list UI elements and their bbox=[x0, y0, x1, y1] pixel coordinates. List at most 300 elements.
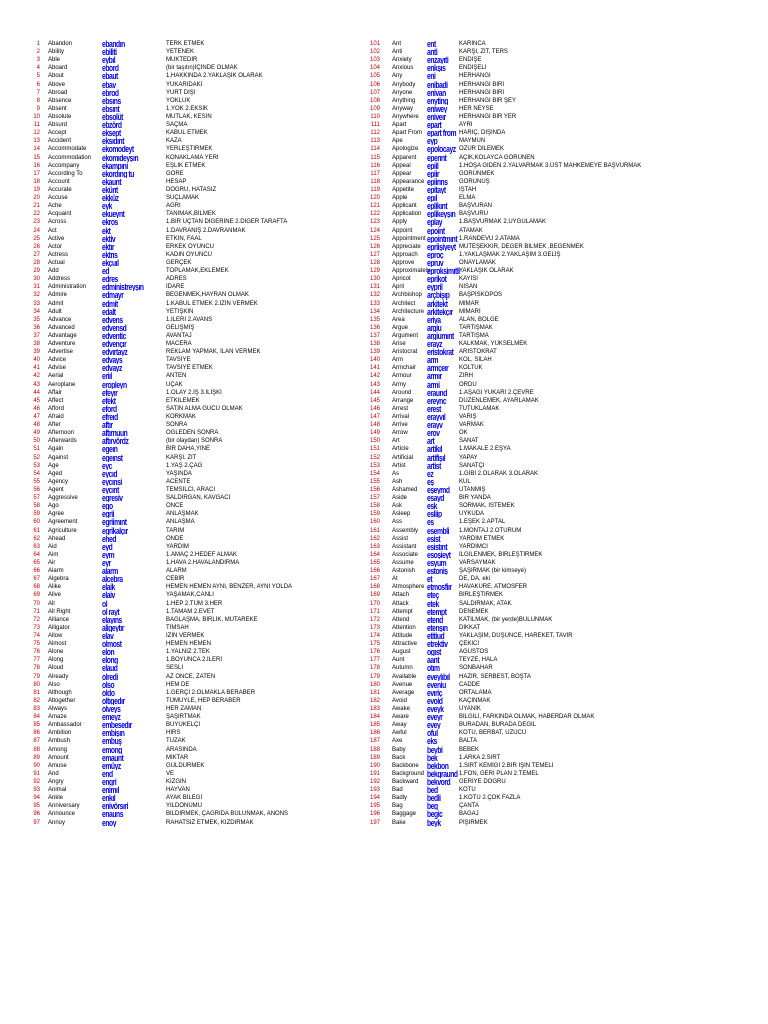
entry-number: 84 bbox=[33, 714, 40, 721]
word-row bbox=[20, 819, 356, 827]
turkish-meaning: YETENEK bbox=[166, 49, 195, 56]
turkish-meaning: YARDIMCI bbox=[459, 543, 488, 550]
pronunciation: bedli bbox=[427, 794, 441, 803]
entry-number: 120 bbox=[369, 195, 380, 202]
pronunciation: ektır bbox=[102, 242, 115, 251]
pronunciation: efekt bbox=[102, 396, 116, 405]
turkish-meaning: YUKARIDAKİ bbox=[166, 81, 203, 88]
entry-number: 166 bbox=[369, 568, 380, 575]
entry-number: 133 bbox=[369, 300, 380, 307]
turkish-meaning: ETKİLEMEK bbox=[166, 397, 200, 404]
pronunciation: egresiv bbox=[102, 494, 123, 503]
pronunciation: eyr bbox=[102, 559, 111, 568]
english-word: Above bbox=[48, 81, 66, 88]
pronunciation: esoşieyt bbox=[427, 550, 451, 559]
english-word: Across bbox=[48, 219, 67, 226]
word-row bbox=[357, 689, 757, 697]
pronunciation: aftır bbox=[102, 421, 113, 430]
english-word: Aerial bbox=[48, 373, 64, 380]
english-word: Argue bbox=[392, 324, 409, 331]
pronunciation: eristokrat bbox=[427, 348, 454, 357]
entry-number: 171 bbox=[369, 608, 380, 615]
turkish-meaning: HEMEN HEMEN AYNI, BENZER, AYNI YOLDA bbox=[166, 584, 293, 591]
pronunciation: engri bbox=[102, 777, 117, 787]
turkish-meaning: 1.GİBİ 2.OLARAK 3.OLARAK bbox=[459, 470, 539, 477]
turkish-meaning: SONBAHAR bbox=[459, 665, 493, 672]
pronunciation: edvençır bbox=[102, 340, 127, 349]
pronunciation: edventic bbox=[102, 331, 126, 341]
english-word: Backward bbox=[392, 778, 419, 785]
word-row bbox=[20, 81, 356, 89]
turkish-meaning: HIRS bbox=[166, 730, 181, 737]
entry-number: 13 bbox=[33, 138, 40, 145]
english-word: And bbox=[48, 770, 59, 777]
entry-number: 51 bbox=[33, 446, 40, 453]
pronunciation: etek bbox=[427, 599, 439, 608]
turkish-meaning: SATIN ALMA GÜCÜ OLMAK bbox=[166, 405, 243, 412]
entry-number: 91 bbox=[33, 770, 40, 777]
word-row bbox=[20, 762, 356, 770]
turkish-meaning: AÇIK,KOLAYCA GÖRÜNEN bbox=[459, 154, 535, 161]
english-word: Avoid bbox=[392, 697, 407, 704]
turkish-meaning: OK bbox=[459, 430, 468, 437]
word-row bbox=[20, 600, 356, 608]
pronunciation: otım bbox=[427, 664, 440, 673]
word-row bbox=[357, 559, 757, 567]
entry-number: 117 bbox=[370, 170, 380, 177]
entry-number: 144 bbox=[369, 389, 380, 396]
word-row bbox=[20, 121, 356, 129]
pronunciation: eybıl bbox=[102, 56, 116, 65]
entry-number: 158 bbox=[369, 503, 380, 510]
pronunciation: eniveır bbox=[427, 112, 446, 122]
entry-number: 160 bbox=[369, 519, 380, 526]
entry-number: 37 bbox=[33, 332, 40, 339]
word-row bbox=[20, 308, 356, 316]
turkish-meaning: HAYVAN bbox=[166, 787, 190, 794]
pronunciation: ol bbox=[102, 599, 108, 608]
entry-number: 2 bbox=[36, 49, 40, 56]
word-row bbox=[357, 89, 757, 97]
turkish-meaning: AYAK BİLEĞİ bbox=[166, 795, 203, 802]
english-word: Accommodate bbox=[48, 146, 87, 153]
entry-number: 107 bbox=[369, 89, 380, 96]
entry-number: 196 bbox=[369, 811, 380, 818]
pronunciation: epriişiyeyt bbox=[427, 242, 456, 251]
pronunciation: eycınsi bbox=[102, 477, 122, 487]
english-word: Along bbox=[48, 657, 64, 664]
pronunciation: ego bbox=[102, 502, 113, 511]
entry-number: 42 bbox=[33, 373, 40, 380]
english-word: Appeal bbox=[392, 162, 411, 169]
english-word: Ago bbox=[48, 503, 59, 510]
word-row bbox=[357, 543, 757, 551]
pronunciation: eproksimıtli bbox=[427, 267, 460, 276]
pronunciation: epointmınt bbox=[427, 234, 458, 243]
pronunciation: epruv bbox=[427, 258, 444, 268]
pronunciation: eropleyn bbox=[102, 380, 127, 389]
pronunciation: eypril bbox=[427, 283, 443, 292]
turkish-meaning: GELİŞMİŞ bbox=[166, 324, 195, 331]
pronunciation: evoid bbox=[427, 696, 443, 705]
turkish-meaning: 1.YOK 2.EKSİK bbox=[166, 105, 209, 112]
english-word: Attack bbox=[392, 600, 409, 607]
entry-number: 157 bbox=[369, 495, 380, 502]
turkish-meaning: 1.FON, GERİ PLAN 2.TEMEL bbox=[459, 770, 539, 777]
english-word: Advice bbox=[48, 357, 67, 364]
english-word: Bake bbox=[392, 819, 406, 826]
pronunciation: elaik bbox=[102, 583, 115, 592]
entry-number: 185 bbox=[369, 722, 380, 729]
word-row bbox=[20, 40, 356, 48]
english-word: Aristocrat bbox=[392, 349, 418, 356]
pronunciation: eyd bbox=[102, 542, 113, 551]
turkish-meaning: TEYZE, HALA bbox=[459, 657, 498, 664]
word-row bbox=[20, 778, 356, 786]
turkish-meaning: ALARM bbox=[166, 568, 187, 575]
entry-number: 43 bbox=[33, 381, 40, 388]
word-row bbox=[357, 794, 757, 802]
entry-number: 102 bbox=[369, 49, 380, 56]
entry-number: 23 bbox=[33, 219, 40, 226]
entry-number: 151 bbox=[369, 446, 380, 453]
word-row bbox=[20, 624, 356, 632]
english-word: Accompany bbox=[48, 162, 80, 169]
turkish-meaning: TARIM bbox=[166, 527, 185, 534]
english-word: Advantage bbox=[48, 332, 77, 339]
entry-number: 95 bbox=[33, 803, 40, 810]
entry-number: 118 bbox=[370, 178, 380, 185]
turkish-meaning: İZİN VERMEK bbox=[166, 632, 205, 639]
word-row bbox=[20, 445, 356, 453]
turkish-meaning: ELMA bbox=[459, 195, 476, 202]
english-word: Anyone bbox=[392, 89, 413, 96]
entry-number: 30 bbox=[33, 276, 40, 283]
entry-number: 137 bbox=[369, 332, 380, 339]
entry-number: 79 bbox=[33, 673, 40, 680]
entry-number: 187 bbox=[369, 738, 380, 745]
entry-number: 147 bbox=[369, 414, 380, 421]
entry-number: 70 bbox=[33, 600, 40, 607]
word-row bbox=[20, 705, 356, 713]
word-row bbox=[20, 340, 356, 348]
english-word: Art bbox=[392, 438, 400, 445]
entry-number: 17 bbox=[33, 170, 40, 177]
entry-number: 154 bbox=[369, 470, 380, 477]
entry-number: 136 bbox=[369, 324, 380, 331]
turkish-meaning: ÖĞLEDEN SONRA bbox=[166, 430, 219, 437]
word-row bbox=[357, 624, 757, 632]
turkish-meaning: İDARE bbox=[166, 284, 185, 291]
entry-number: 64 bbox=[33, 551, 40, 558]
word-row bbox=[20, 429, 356, 437]
word-row bbox=[357, 308, 757, 316]
pronunciation: beybi bbox=[427, 745, 443, 754]
pronunciation: erayv bbox=[427, 421, 443, 430]
word-row bbox=[357, 129, 757, 137]
word-row bbox=[20, 324, 356, 332]
english-word: Able bbox=[48, 57, 61, 64]
turkish-meaning: ANTEN bbox=[166, 373, 187, 380]
entry-number: 11 bbox=[33, 122, 40, 129]
word-row bbox=[20, 397, 356, 405]
word-row bbox=[20, 494, 356, 502]
english-word: Accident bbox=[48, 138, 72, 145]
word-row bbox=[357, 535, 757, 543]
entry-number: 104 bbox=[369, 65, 380, 72]
word-row bbox=[357, 729, 757, 737]
turkish-meaning: BAŞVURU bbox=[459, 211, 489, 218]
turkish-meaning: CEBİR bbox=[166, 576, 185, 583]
english-word: Archbishop bbox=[392, 292, 423, 299]
turkish-meaning: ACENTE bbox=[166, 478, 191, 485]
english-word: Apricot bbox=[392, 276, 411, 283]
turkish-meaning: YAKLAŞIK OLARAK bbox=[459, 268, 514, 275]
entry-number: 40 bbox=[33, 357, 40, 364]
pronunciation: aligeytır bbox=[102, 623, 125, 632]
pronunciation: ebsınt bbox=[102, 104, 120, 113]
word-row bbox=[20, 535, 356, 543]
english-word: Advanced bbox=[48, 324, 75, 331]
pronunciation: aant bbox=[427, 656, 440, 665]
entry-number: 195 bbox=[369, 803, 380, 810]
pronunciation: ekampıni bbox=[102, 161, 128, 170]
pronunciation: etempt bbox=[427, 607, 447, 616]
pronunciation: egrikalçır bbox=[102, 526, 128, 535]
turkish-meaning: BİLGİLİ, FARKINDA OLMAK, HABERDAR OLMAK bbox=[459, 714, 595, 721]
english-word: Annoy bbox=[48, 819, 66, 826]
entry-number: 175 bbox=[369, 641, 380, 648]
pronunciation: eycıd bbox=[102, 469, 118, 478]
pronunciation: eş bbox=[427, 477, 434, 487]
english-word: Amount bbox=[48, 754, 69, 761]
pronunciation: erest bbox=[427, 404, 441, 414]
word-row bbox=[357, 810, 757, 818]
entry-number: 74 bbox=[33, 632, 40, 639]
english-word: Agreement bbox=[48, 519, 78, 526]
english-word: Assist bbox=[392, 535, 409, 542]
pronunciation: eprikot bbox=[427, 275, 447, 284]
turkish-meaning: ENDİŞE bbox=[459, 57, 482, 64]
pronunciation: ereync bbox=[427, 396, 447, 405]
word-list-right bbox=[357, 40, 757, 827]
word-row bbox=[20, 810, 356, 818]
word-row bbox=[357, 381, 757, 389]
word-row bbox=[20, 567, 356, 575]
word-row bbox=[357, 786, 757, 794]
pronunciation: emaunt bbox=[102, 753, 124, 762]
pronunciation: epitayt bbox=[427, 185, 446, 195]
english-word: Arm bbox=[392, 357, 403, 364]
entry-number: 190 bbox=[369, 762, 380, 769]
english-word: Anniversary bbox=[48, 803, 80, 810]
turkish-meaning: 1.GERÇİ 2.OLMAKLA BERABER bbox=[166, 689, 256, 696]
pronunciation: arçbişıp bbox=[427, 291, 450, 300]
pronunciation: oldo bbox=[102, 688, 115, 697]
entry-number: 81 bbox=[33, 689, 40, 696]
turkish-meaning: 1.EŞEK 2.APTAL bbox=[459, 519, 506, 526]
word-row bbox=[357, 762, 757, 770]
pronunciation: esayd bbox=[427, 494, 444, 503]
entry-number: 186 bbox=[369, 730, 380, 737]
turkish-meaning: KATILMAK, (bir yerde)BULUNMAK bbox=[459, 616, 553, 623]
entry-number: 145 bbox=[369, 397, 380, 404]
word-row bbox=[357, 575, 757, 583]
word-row bbox=[20, 227, 356, 235]
turkish-meaning: YURT DIŞI bbox=[166, 89, 196, 96]
english-word: Afterwards bbox=[48, 438, 77, 445]
word-row bbox=[357, 421, 757, 429]
entry-number: 161 bbox=[369, 527, 380, 534]
word-row bbox=[357, 202, 757, 210]
turkish-meaning: KÜL bbox=[459, 478, 471, 485]
pronunciation: ebzörd bbox=[102, 121, 122, 130]
pronunciation: edministreyşın bbox=[102, 283, 144, 292]
entry-number: 52 bbox=[33, 454, 40, 461]
turkish-meaning: TARTIŞMA bbox=[459, 332, 489, 339]
entry-number: 148 bbox=[369, 422, 380, 429]
entry-number: 90 bbox=[33, 762, 40, 769]
pronunciation: ekros bbox=[102, 218, 118, 227]
turkish-meaning: NİSAN bbox=[459, 284, 478, 291]
pronunciation: et bbox=[427, 575, 433, 584]
pronunciation: enivan bbox=[427, 88, 446, 97]
pronunciation: ol rayt bbox=[102, 607, 120, 616]
english-word: Alligator bbox=[48, 624, 70, 631]
english-word: Atmosphere bbox=[392, 584, 425, 591]
pronunciation: alcebra bbox=[102, 575, 123, 584]
pronunciation: embişın bbox=[102, 729, 125, 738]
english-word: Approximately bbox=[392, 268, 430, 275]
turkish-meaning: ŞAŞIRMAK (bir kimseye) bbox=[459, 568, 527, 575]
english-word: Agriculture bbox=[48, 527, 77, 534]
english-word: Armchair bbox=[392, 365, 417, 372]
turkish-meaning: BİLDİRMEK, ÇAĞRIDA BULUNMAK, ANONS bbox=[166, 811, 289, 818]
turkish-meaning: DENEMEK bbox=[459, 608, 489, 615]
entry-number: 111 bbox=[370, 122, 380, 129]
word-row bbox=[357, 697, 757, 705]
english-word: Anti bbox=[392, 49, 403, 56]
english-word: Already bbox=[48, 673, 69, 680]
entry-number: 61 bbox=[33, 527, 40, 534]
english-word: Away bbox=[392, 722, 407, 729]
word-row bbox=[357, 186, 757, 194]
word-row bbox=[20, 413, 356, 421]
word-row bbox=[20, 48, 356, 56]
word-row bbox=[20, 575, 356, 583]
turkish-meaning: TARTIŞMAK bbox=[459, 324, 493, 331]
entry-number: 83 bbox=[33, 705, 40, 712]
turkish-meaning: BAĞLAŞMA, BİRLİK, MÜTAREKE bbox=[166, 616, 258, 623]
english-word: Apple bbox=[392, 195, 408, 202]
english-word: Attractive bbox=[392, 641, 418, 648]
pronunciation: end bbox=[102, 769, 113, 778]
english-word: Aboard bbox=[48, 65, 68, 72]
english-word: Article bbox=[392, 446, 409, 453]
word-row bbox=[357, 40, 757, 48]
pronunciation: emeyz bbox=[102, 713, 121, 722]
english-word: Advertise bbox=[48, 349, 74, 356]
pronunciation: ekordıng tu bbox=[102, 169, 135, 178]
entry-number: 169 bbox=[369, 592, 380, 599]
word-row bbox=[20, 478, 356, 486]
pronunciation: eksept bbox=[102, 129, 121, 138]
entry-number: 62 bbox=[33, 535, 40, 542]
pronunciation: ebiliti bbox=[102, 48, 117, 57]
english-word: Accept bbox=[48, 130, 67, 137]
word-row bbox=[20, 283, 356, 291]
word-row bbox=[357, 145, 757, 153]
english-word: Aside bbox=[392, 495, 408, 502]
turkish-meaning: 1.HOŞA GİDEN 2.YALVARMAK 3.ÜST MAHKEMEYE BAŞVURMAK bbox=[459, 162, 642, 169]
english-word: Account bbox=[48, 178, 70, 185]
english-word: Ant bbox=[392, 41, 402, 47]
english-word: Ankle bbox=[48, 795, 64, 802]
english-word: Ambition bbox=[48, 730, 72, 737]
word-row bbox=[20, 664, 356, 672]
word-row bbox=[357, 510, 757, 518]
turkish-meaning: HER NEYSE bbox=[459, 105, 494, 112]
word-row bbox=[357, 713, 757, 721]
turkish-meaning: BİR YANDA bbox=[459, 495, 491, 502]
turkish-meaning: MACERA bbox=[166, 341, 192, 348]
entry-number: 162 bbox=[369, 535, 380, 542]
english-word: Amuse bbox=[48, 762, 67, 769]
entry-number: 15 bbox=[33, 154, 40, 161]
pronunciation: emong bbox=[102, 745, 122, 754]
pronunciation: eproç bbox=[427, 250, 444, 259]
english-word: Affair bbox=[48, 389, 62, 396]
turkish-meaning: VARSAYMAK bbox=[459, 560, 496, 566]
english-word: Against bbox=[48, 454, 69, 461]
turkish-meaning: HERHANGİ BİRİ bbox=[459, 81, 505, 88]
turkish-meaning: AĞRI bbox=[166, 203, 181, 210]
pronunciation: eniwey bbox=[427, 104, 447, 113]
turkish-meaning: MAYMUN bbox=[459, 138, 486, 145]
word-row bbox=[20, 129, 356, 137]
english-word: Astonish bbox=[392, 568, 416, 575]
entry-number: 21 bbox=[33, 203, 40, 210]
word-row bbox=[20, 518, 356, 526]
pronunciation: esyum bbox=[427, 559, 447, 568]
pronunciation: ebandın bbox=[102, 40, 125, 49]
english-word: Arrest bbox=[392, 405, 409, 412]
turkish-meaning: MUKTEDİR bbox=[166, 57, 198, 64]
turkish-meaning: AĞUSTOS bbox=[459, 649, 489, 656]
word-row bbox=[20, 681, 356, 689]
pronunciation: elayıns bbox=[102, 615, 122, 624]
word-row bbox=[20, 202, 356, 210]
turkish-meaning: ÖNCE bbox=[166, 503, 184, 510]
word-row bbox=[357, 154, 757, 162]
turkish-meaning: 1.BOYUNCA 2.İLERİ bbox=[166, 657, 223, 664]
turkish-meaning: ÇEKİCİ bbox=[459, 641, 480, 648]
pronunciation: eym bbox=[102, 550, 115, 559]
english-word: Anxiety bbox=[392, 57, 412, 64]
english-word: Awful bbox=[392, 730, 407, 737]
english-word: Adventure bbox=[48, 341, 76, 348]
pronunciation: edvensd bbox=[102, 323, 127, 332]
english-word: Ashamed bbox=[392, 487, 418, 494]
word-row bbox=[20, 137, 356, 145]
entry-number: 92 bbox=[33, 778, 40, 785]
turkish-meaning: BEĞENMEK,HAYRAN OLMAK bbox=[166, 292, 249, 299]
entry-number: 68 bbox=[33, 584, 40, 591]
word-row bbox=[20, 235, 356, 243]
pronunciation: elav bbox=[102, 631, 114, 641]
word-row bbox=[357, 819, 757, 827]
turkish-meaning: PİŞİRMEK bbox=[459, 819, 488, 826]
